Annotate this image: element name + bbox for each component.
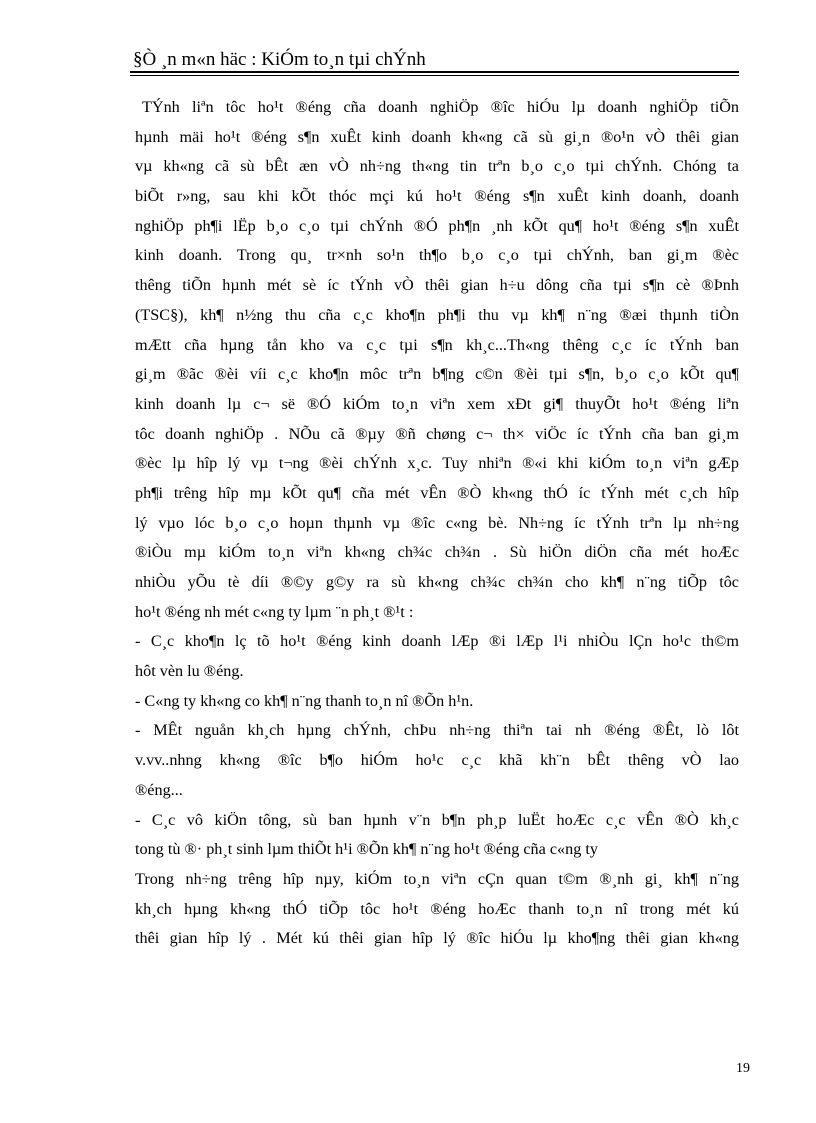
text-line: tôc doanh nghiÖp . NÕu cã ®µy ®ñ chøng c¬ th× viÖc íc tÝnh cña ban gi¸m xyxy=(135,424,739,443)
body-text xyxy=(135,93,739,954)
text-line: thêng tiÕn hµnh mét sè íc tÝnh vÒ thêi gian h÷u dông cña tµi s¶n cè ®Þnh xyxy=(135,276,739,295)
text-line: - C¸c kho¶n lç tõ ho¹t ®éng kinh doanh lÆp ®i lÆp l¹i nhiÒu lÇn ho¹c th©m xyxy=(135,632,739,651)
text-line: hµnh mäi ho¹t ®éng s¶n xuÊt kinh doanh kh«ng cã sù gi¸n ®o¹n vÒ thêi gian xyxy=(135,127,739,146)
text-line: ho¹t ®éng nh mét c«ng ty lµm ¨n ph¸t ®¹t : xyxy=(135,602,414,621)
text-line: kinh doanh lµ c¬ së ®Ó kiÓm to¸n viªn xem xÐt gi¶ thuyÕt ho¹t ®éng liªn xyxy=(135,394,739,413)
text-line: gi¸m ®ãc ®èi víi c¸c kho¶n môc trªn b¶ng c©n ®èi tµi s¶n, b¸o c¸o kÕt qu¶ xyxy=(135,365,739,384)
text-line: biÕt r»ng, sau khi kÕt thóc mçi kú ho¹t ®éng s¶n xuÊt kinh doanh, doanh xyxy=(135,187,739,206)
text-line: kh¸ch hµng kh«ng thÓ tiÕp tôc ho¹t ®éng hoÆc thanh to¸n nî trong mét kú xyxy=(135,899,739,918)
text-line: thêi gian hîp lý . Mét kú thêi gian hîp lý ®îc hiÓu lµ kho¶ng thêi gian kh«ng xyxy=(135,929,739,948)
text-line: hôt vèn lu ®éng. xyxy=(135,662,244,681)
text-line: lý vµo lóc b¸o c¸o hoµn thµnh vµ ®îc c«ng bè. Nh÷ng íc tÝnh trªn lµ nh÷ng xyxy=(135,513,739,532)
text-line: TÝnh liªn tôc ho¹t ®éng cña doanh nghiÖp ®îc hiÓu lµ doanh nghiÖp tiÕn xyxy=(142,98,739,116)
text-line: (TSC§), kh¶ n½ng thu cña c¸c kho¶n ph¶i thu vµ kh¶ n¨ng ®æi thµnh tiÒn xyxy=(135,305,739,324)
text-line: Trong nh÷ng trêng hîp nµy, kiÓm to¸n viªn cÇn quan t©m ®¸nh gi¸ kh¶ n¨ng xyxy=(135,869,739,888)
text-line: mÆtt cña hµng tån kho va c¸c tµi s¶n kh¸c...Th«ng thêng c¸c íc tÝnh ban xyxy=(135,335,739,354)
text-line: ph¶i trêng hîp mµ kÕt qu¶ cña mét vÊn ®Ò kh«ng thÓ íc tÝnh mét c¸ch hîp xyxy=(135,483,739,502)
text-line: tong tù ®· ph¸t sinh lµm thiÕt h¹i ®Õn kh¶ n¨ng ho¹t ®éng cña c«ng ty xyxy=(135,840,598,859)
text-line: nghiÖp ph¶i lËp b¸o c¸o tµi chÝnh ®Ó ph¶n ¸nh kÕt qu¶ ho¹t ®éng s¶n xuÊt xyxy=(135,216,739,235)
text-line: vµ kh«ng cã sù bÊt æn vÒ nh÷ng th«ng tin trªn b¸o c¸o tµi chÝnh. Chóng ta xyxy=(135,157,739,176)
text-line: ®èc lµ hîp lý vµ t¬ng ®èi chÝnh x¸c. Tuy nhiªn ®«i khi kiÓm to¸n viªn gÆp xyxy=(135,454,739,473)
text-line: kinh doanh. Trong qu¸ tr×nh so¹n th¶o b¸o c¸o tµi chÝnh, ban gi¸m ®èc xyxy=(135,246,739,265)
text-line: - C¸c vô kiÖn tông, sù ban hµnh v¨n b¶n ph¸p luËt hoÆc c¸c vÊn ®Ò kh¸c xyxy=(135,810,739,829)
header-rule-thin xyxy=(130,75,739,76)
text-line: - C«ng ty kh«ng co kh¶ n¨ng thanh to¸n nî ®Õn h¹n. xyxy=(135,691,474,710)
text-line: - MÊt nguån kh¸ch hµng chÝnh, chÞu nh÷ng thiªn tai nh ®éng ®Êt, lò lôt xyxy=(135,721,739,740)
text-line: ®iÒu mµ kiÓm to¸n viªn kh«ng ch¾c ch¾n . Sù hiÖn diÖn cña mét hoÆc xyxy=(135,543,739,562)
text-line: nhiÒu yÕu tè díi ®©y g©y ra sù kh«ng ch¾c ch¾n cho kh¶ n¨ng tiÕp tôc xyxy=(135,573,739,591)
page-number: 19 xyxy=(736,1061,750,1076)
header-rule-thick xyxy=(130,71,739,73)
text-line: ®éng... xyxy=(135,780,183,799)
page-header-title: §Ò ¸n m«n häc : KiÓm to¸n tµi chÝnh xyxy=(133,49,426,70)
text-line: v.vv..nhng kh«ng ®îc b¶o hiÓm ho¹c c¸c khã kh¨n bÊt thêng vÒ lao xyxy=(135,751,739,770)
